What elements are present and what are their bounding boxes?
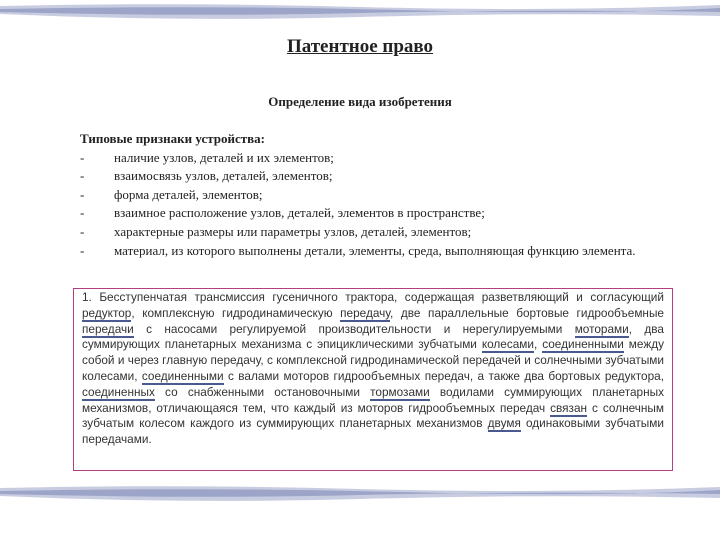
features-heading: Типовые признаки устройства:	[80, 131, 265, 146]
feature-dash: -	[80, 168, 85, 184]
claim-segment: одинаковыми зубчатыми передачами.	[82, 416, 664, 447]
feature-item	[80, 242, 650, 261]
claim-key-term: соединенных	[82, 384, 155, 399]
claim-key-term: связан	[550, 400, 588, 415]
claim-segment: с насосами регулируемой производительности и нерегулируемыми	[133, 321, 575, 336]
feature-text: взаимосвязь узлов, деталей, элементов;	[114, 168, 333, 184]
claim-key-term: тормозами	[370, 384, 430, 399]
claim-key-term: редуктор	[82, 305, 132, 320]
claim-key-term: двумя	[487, 416, 521, 431]
feature-dash: -	[80, 205, 85, 221]
claim-key-term: передачи	[82, 321, 134, 336]
feature-item	[80, 223, 650, 242]
feature-dash: -	[80, 186, 85, 202]
top-brush-stroke	[0, 0, 720, 22]
claim-key-term: колесами	[481, 337, 535, 352]
feature-text: наличие узлов, деталей и их элементов;	[114, 149, 334, 165]
feature-dash: -	[80, 223, 85, 239]
feature-text: форма деталей, элементов;	[114, 186, 263, 202]
feature-text: взаимное расположение узлов, деталей, элементов в пространстве;	[114, 205, 485, 221]
feature-item	[80, 149, 650, 168]
claim-key-term: соединенными	[141, 368, 224, 383]
feature-item	[80, 167, 650, 186]
bottom-brush-stroke	[0, 480, 720, 504]
claim-key-term: моторами	[574, 321, 629, 336]
claim-segment: , две параллельные бортовые гидрообъемные	[390, 305, 664, 320]
feature-text: материал, из которого выполнены детали, элементы, среда, выполняющая функцию элемента.	[114, 242, 636, 258]
features-list	[80, 130, 650, 260]
claim-segment: , комплексную гидродинамическую	[131, 305, 341, 320]
page-title: Патентное право	[286, 36, 434, 57]
page-subtitle: Определение вида изобретения	[268, 94, 452, 109]
claim-segment: ,	[534, 337, 543, 352]
claim-segment: водилами суммирующих планетарных механизмов, отличающаяся тем, что каждый из моторов гидрообъемных передач	[82, 384, 665, 415]
feature-dash: -	[80, 149, 85, 165]
feature-text: характерные размеры или параметры узлов, деталей, элементов;	[114, 223, 472, 239]
patent-claim-text	[74, 289, 672, 448]
claim-segment: между собой и через главную передачу, с комплексной гидродинамической передачей и солнечными зубчатыми колесами,	[82, 337, 664, 383]
claim-segment: со снабженными остановочными	[154, 384, 371, 399]
claim-segment: , два суммирующих планетарных механизма с эпициклическими зубчатыми	[82, 321, 664, 352]
patent-claim-box	[73, 288, 673, 471]
claim-segment: с солнечным зубчатым колесом каждого из суммирующих планетарных механизмов	[82, 400, 665, 431]
claim-segment: с валами моторов гидрообъемных передач, а также два бортовых редуктора,	[223, 368, 664, 383]
feature-dash: -	[80, 242, 85, 258]
claim-key-term: соединенными	[542, 337, 624, 352]
feature-item	[80, 204, 650, 223]
feature-item	[80, 186, 650, 205]
claim-segment: 1. Бесступенчатая трансмиссия гусеничного трактора, содержащая разветвляющий и согласующий	[82, 290, 664, 304]
claim-key-term: передачу	[340, 305, 391, 320]
